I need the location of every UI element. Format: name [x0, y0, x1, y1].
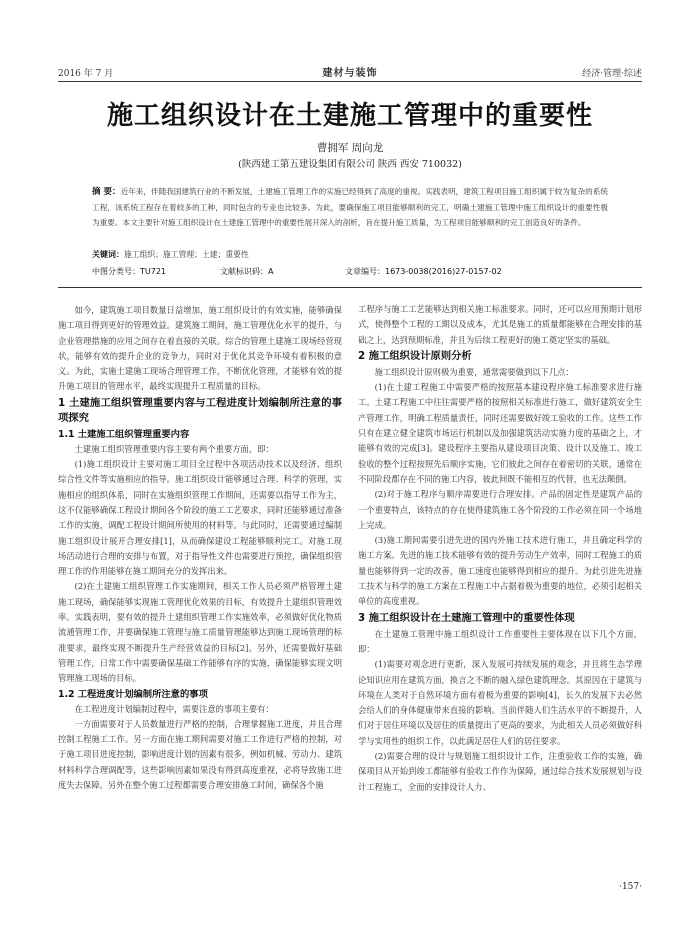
header-date: 2016 年 7 月 — [58, 69, 114, 79]
paragraph: (1)在土建工程施工中需要严格的按照基本建设程序施工标准要求进行施工。土建工程施工中往往需要严格的按照相关标准进行施工，做好建筑安全生产管理工作，明确工程质量责任，同时还需要做好竣工验收的工作。这些工作只有在建立健全建筑市场运行机制以及加强建筑活动实施力度的基础之上，才能够有效的完成[3]。建设程序主要指从建设项目决策、设计以及施工、竣工验收的整个过程按照先后顺序实施，它们彼此之间存在着密切的关联，通常在不同阶段都存在不同的施工内容，彼此间既不能相互的代替，也无法颠倒。 — [358, 382, 642, 484]
header-section: 经济·管理·综述 — [582, 69, 642, 79]
section-heading-1: 1 土建施工组织管理重要内容与工程进度计划编制所注意的事项探究 — [58, 396, 342, 424]
article-title: 施工组织设计在土建施工管理中的重要性 — [106, 101, 593, 131]
paragraph: 如今，建筑施工项目数量日益增加，施工组织设计的有效实施，能够确保施工项目得到更好的管理效益。建筑施工期间，施工管理优化水平的提升，与企业管理措施的应用之间存在着直接的关联。综合的管理土建施工现场经营现状，能够有效的提升企业的竞争力，同时对于优化其竞争环境有着积极的意义。为此，实施土建施工现场合理管理工作，不断优化管理，才能够有效的提升施工项目的管理水平，最终实现提升工程质量的目标。 — [58, 305, 342, 392]
clc-number: 中图分类号：TU721 — [92, 267, 167, 276]
paragraph: (3)施工期间需要引进先进的国内外施工技术进行施工，并且确定科学的施工方案。先进的施工技术能够有效的提升劳动生产效率，同时工程施工的质量也能够得到一定的改善，施工速度也能够得到相应的提升。为此引进先进施工技术与科学的施工方案在工程施工中占据着极为重要的地位，必须引起相关单位的高度重视。 — [358, 535, 642, 607]
section-heading-3: 3 施工组织设计在土建施工管理中的重要性体现 — [358, 611, 575, 624]
paragraph: 在工程进度计划编制过程中，需要注意的事项主要有： — [74, 703, 274, 714]
paragraph: (2)需要合理的设计与规划施工组织设计工作，注重验收工作的实施，确保项目从开始到竣工都能够有验收工作作为保障，通过综合技术发展规划与设计工程施工，全面的安排设计人力、 — [358, 751, 642, 792]
abstract — [92, 184, 608, 230]
paragraph: 施工组织设计原则极为重要，通常需要做到以下几点： — [374, 366, 574, 377]
authors: 曹拥军 周向龙 — [316, 142, 384, 154]
running-header — [58, 64, 642, 80]
section-heading-2: 2 施工组织设计原则分析 — [358, 349, 472, 362]
paragraph: 一方面需要对于人员数量进行严格的控制，合理掌握施工进度，并且合理控制工程施工工作。另一方面在施工期间需要对施工工作进行严格的控制，对于施工项目进度控制，影响进度计划的因素有很多，例如机械、劳动力、建筑材料科学合理调配等，这些影响因素如果没有得到高度重视，必将导致施工进度失去保障。另外在整个施工过程都需要合理安排施工时间，确保各个施 — [58, 718, 342, 791]
article-number: 文章编号：1673-0038(2016)27-0157-02 — [345, 267, 502, 276]
paragraph: (2)对于施工程序与顺序需要进行合理安排。产品的固定性是建筑产品的一个重要特点，该特点的存在使得建筑施工各个阶段的工作必须在同一个场地上完成。 — [358, 489, 642, 530]
paragraph: 在土建施工管理中施工组织设计工作重要性主要体现在以下几个方面，即： — [358, 628, 642, 654]
abstract-label: 摘 要： — [92, 187, 121, 197]
document-code: 文献标识码：A — [220, 267, 274, 276]
journal-name: 建材与装饰 — [322, 68, 378, 79]
paragraph: (2)在土建施工组织管理工作实施期间，相关工作人员必须严格管理土建施工现场，确保能够实现施工管理优化效果的目标，有效提升土建组织管理效率。实践表明，要有效的提升土建组织管理工作实施效率，必须做好优化物质流通管理工作，并要确保施工管理与施工质量管理能够达到施工现场管理的标准要求，最终实现不断提升生产经营效益的目标[2]。另外，还需要做好基础管理工作，日常工作中需要确保基础工作能够有序的实施，确保能够实现文明管理施工现场的目标。 — [58, 581, 342, 684]
page-number: ·157· — [619, 882, 642, 892]
meta-rule — [58, 287, 642, 288]
header-rule — [58, 81, 642, 82]
paragraph: 土建施工组织管理重要内容主要有两个重要方面，即： — [74, 443, 274, 454]
keywords-text: 施工组织；施工管理；土建；重要性 — [124, 250, 249, 259]
subsection-heading-1-2: 1.2 工程进度计划编制所注意的事项 — [58, 688, 208, 700]
left-column — [58, 303, 342, 793]
affiliation: (陕西建工第五建设集团有限公司 陕西 西安 710032) — [238, 159, 462, 170]
paragraph: (1)需要对观念进行更新，深入发展可持续发展的观念，并且将生态学理论知识应用在建筑方面，换言之不断的融入绿色建筑理念。其原因在于建筑与环境在人类对于自然环境方面有着极为重要的影响[4]，长久的发展下去必然会给人们的身体健康带来直接的影响。当前伴随人们生活水平的不断提升，人们对于居住环境以及居住的质量提出了更高的要求，为此相关人员必须做好科学与实用性的组织工作，以此满足居住人们的居住要求。 — [358, 659, 642, 746]
keywords — [92, 249, 608, 260]
right-column — [358, 302, 642, 795]
subsection-heading-1-1: 1.1 土建施工组织管理重要内容 — [58, 428, 190, 440]
paragraph: (1)施工组织设计主要对施工项目全过程中各项活动技术以及经济、组织综合性文件等实施相应的指导。施工组织设计能够通过合理、科学的管理，实施相应的组织体系，同时在实施组织管理工作期间，还需要以指导工作为主，这不仅能够确保工程设计期间各个阶段的施工工艺要求，同时还能够通过准备工作的实施，调配工程设计期间所使用的材料等。与此同时，还需要通过编制施工组织设计展开合理安排[1]，从而确保建设工程能够顺利完工。对施工现场活动进行合理的安排与布置，对于指导性文件也需要进行预控，确保组织管理工作的作用能够在施工期间充分的发挥出来。 — [58, 459, 342, 577]
keywords-label: 关键词： — [92, 250, 124, 259]
abstract-text: 近年来，伴随我国建筑行业的不断发展，土建施工管理工作的实施已经得到了高度的重视。实践表明，建筑工程项目施工组织属于较为复杂的系统工程，该系统工程存在着较多的工种，同时包含的专业也比较多。为此，要确保施工项目能够顺利的完工，明确土建施工管理中施工组织设计的重要性极为重要。本文主要针对施工组织设计在土建施工管理中的重要性展开深入的剖析，旨在提升施工质量，为工程项目能够顺利的完工创造良好的条件。 — [92, 187, 608, 227]
paragraph: 工程序与施工工艺能够达到相关施工标准要求。同时，还可以应用预期计划形式，使得整个工程的工期以及成本，尤其是施工的质量都能够在合理安排的基础之上，达到预期标准，并且为后续工程更好的施工奠定坚实的基础。 — [358, 304, 642, 345]
